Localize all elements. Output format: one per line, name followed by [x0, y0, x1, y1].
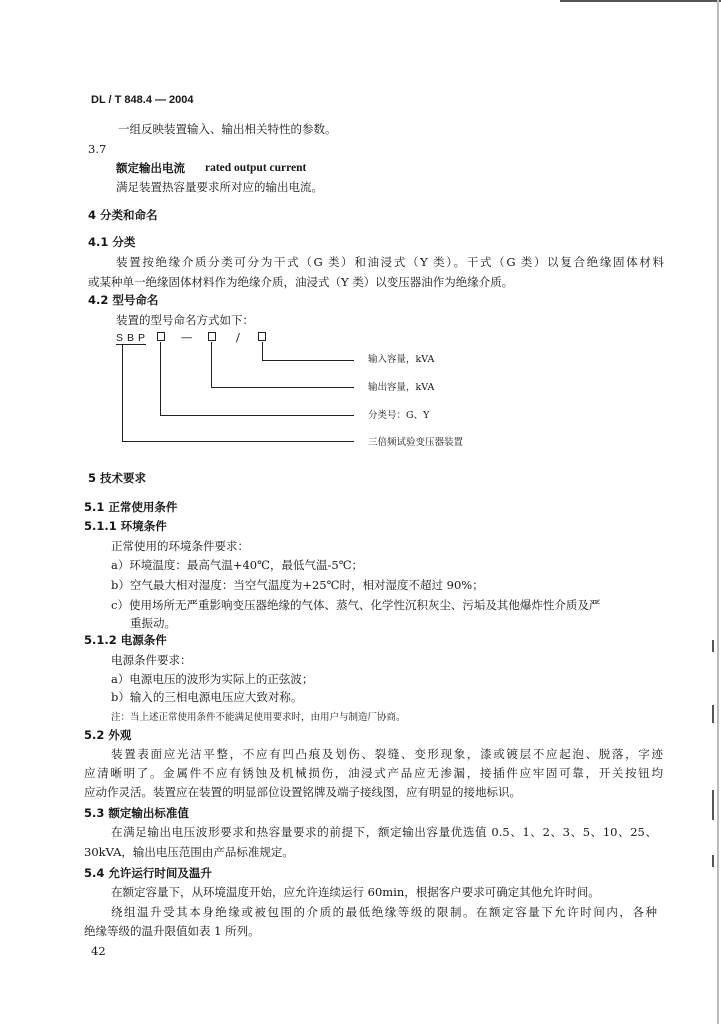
scan-top-edge — [560, 0, 721, 2]
s37-title-cn: 额定输出电流 — [116, 161, 185, 175]
s54-paragraph-line2: 绕组温升受其本身绝缘或被包围的介质的最低绝缘等级的限制。在额定容量下允许时间内，各种 — [111, 905, 657, 919]
s52-heading: 5.2 外观 — [84, 728, 132, 742]
s53-paragraph-line1: 在满足输出电压波形要求和热容量要求的前提下，额定输出容量优选值 0.5、1、2、3、5、10、25、 — [111, 825, 657, 839]
label-input-capacity: 输入容量，kVA — [368, 354, 435, 365]
s53-paragraph-line2: 30kVA，输出电压范围由产品标准规定。 — [84, 845, 294, 859]
leader-class-vertical — [160, 342, 161, 416]
slot-output-capacity — [208, 332, 216, 341]
leader-input-horizontal — [262, 360, 354, 361]
model-prefix: SBP — [116, 332, 150, 344]
s511-intro: 正常使用的环境条件要求： — [111, 539, 249, 553]
s54-heading: 5.4 允许运行时间及温升 — [84, 866, 212, 880]
s52-paragraph-line2: 应清晰明了。金属件不应有锈蚀及机械损伤，油浸式产品应无渗漏，接插件应牢固可靠，开关按钮均 — [84, 766, 663, 780]
s37-number: 3.7 — [88, 142, 107, 156]
s36-continuation: 一组反映装置输入、输出相关特性的参数。 — [118, 122, 337, 136]
s41-paragraph-line2: 或某种单一绝缘固体材料作为绝缘介质，油浸式（Y 类）以变压器油作为绝缘介质。 — [88, 275, 514, 289]
document-id-header: DL / T 848.4 — 2004 — [91, 94, 194, 106]
s512-heading: 5.1.2 电源条件 — [84, 633, 167, 647]
s51-heading: 5.1 正常使用条件 — [84, 500, 178, 514]
s54-paragraph-line3: 绝缘等级的温升限值如表 1 所列。 — [84, 924, 260, 938]
s41-heading: 4.1 分类 — [88, 235, 136, 249]
s37-title-en: rated output current — [205, 162, 307, 174]
s42-intro: 装置的型号命名方式如下： — [116, 313, 254, 327]
scan-mark-3 — [712, 790, 714, 820]
s511-item-c-line2: 重振动。 — [130, 616, 176, 630]
leader-prefix-vertical — [122, 345, 123, 442]
s4-heading: 4 分类和命名 — [88, 208, 158, 222]
model-slash: / — [236, 330, 240, 344]
s53-heading: 5.3 额定输出标准值 — [84, 806, 189, 820]
s511-item-c-line1: c）使用场所无严重影响变压器绝缘的气体、蒸气、化学性沉积灰尘、污垢及其他爆炸性介质及严 — [111, 598, 601, 612]
slot-classification — [157, 332, 165, 341]
s512-intro: 电源条件要求： — [111, 653, 192, 667]
label-output-capacity: 输出容量，kVA — [368, 382, 435, 393]
scan-mark-2 — [712, 705, 714, 723]
s52-paragraph-line1: 装置表面应光洁平整，不应有凹凸痕及划伤、裂缝、变形现象，漆或镀层不应起泡、脱落，字迹 — [111, 747, 663, 761]
s512-item-b: b）输入的三相电源电压应大致对称。 — [111, 690, 303, 704]
scan-right-edge — [717, 0, 719, 1024]
label-device-name: 三倍频试验变压器装置 — [368, 437, 464, 448]
s512-note: 注：当上述正常使用条件不能满足使用要求时，由用户与制造厂协商。 — [111, 712, 406, 723]
leader-prefix-horizontal — [122, 441, 354, 442]
slot-input-capacity — [258, 332, 266, 341]
s512-item-a: a）电源电压的波形为实际上的正弦波； — [111, 672, 314, 686]
s54-paragraph-line1: 在额定容量下，从环境温度开始，应允许连续运行 60min，根据客户要求可确定其他允许时间。 — [111, 885, 600, 899]
s511-item-b: b）空气最大相对湿度：当空气温度为+25℃时，相对湿度不超过 90%； — [111, 578, 484, 592]
page-number: 42 — [91, 944, 106, 958]
s511-heading: 5.1.1 环境条件 — [84, 519, 167, 533]
label-classification: 分类号：G、Y — [368, 410, 430, 421]
scan-mark-1 — [712, 640, 714, 652]
leader-input-vertical — [262, 342, 263, 361]
s5-heading: 5 技术要求 — [88, 471, 147, 485]
s511-item-a: a）环境温度：最高气温+40℃，最低气温-5℃； — [111, 558, 364, 572]
s37-definition: 满足装置热容量要求所对应的输出电流。 — [116, 180, 323, 194]
leader-output-vertical — [211, 342, 212, 388]
s52-paragraph-line3: 应动作灵活。装置应在装置的明显部位设置铭牌及端子接线图，应有明显的接地标识。 — [84, 785, 521, 799]
leader-output-horizontal — [211, 387, 354, 388]
s41-paragraph-line1: 装置按绝缘介质分类可分为干式（G 类）和油浸式（Y 类）。干式（G 类）以复合绝缘固体材料 — [116, 255, 664, 269]
scan-mark-4 — [712, 855, 714, 867]
s42-heading: 4.2 型号命名 — [88, 293, 159, 307]
prefix-underline — [116, 344, 146, 345]
leader-class-horizontal — [160, 415, 354, 416]
model-dash: — — [181, 330, 193, 344]
